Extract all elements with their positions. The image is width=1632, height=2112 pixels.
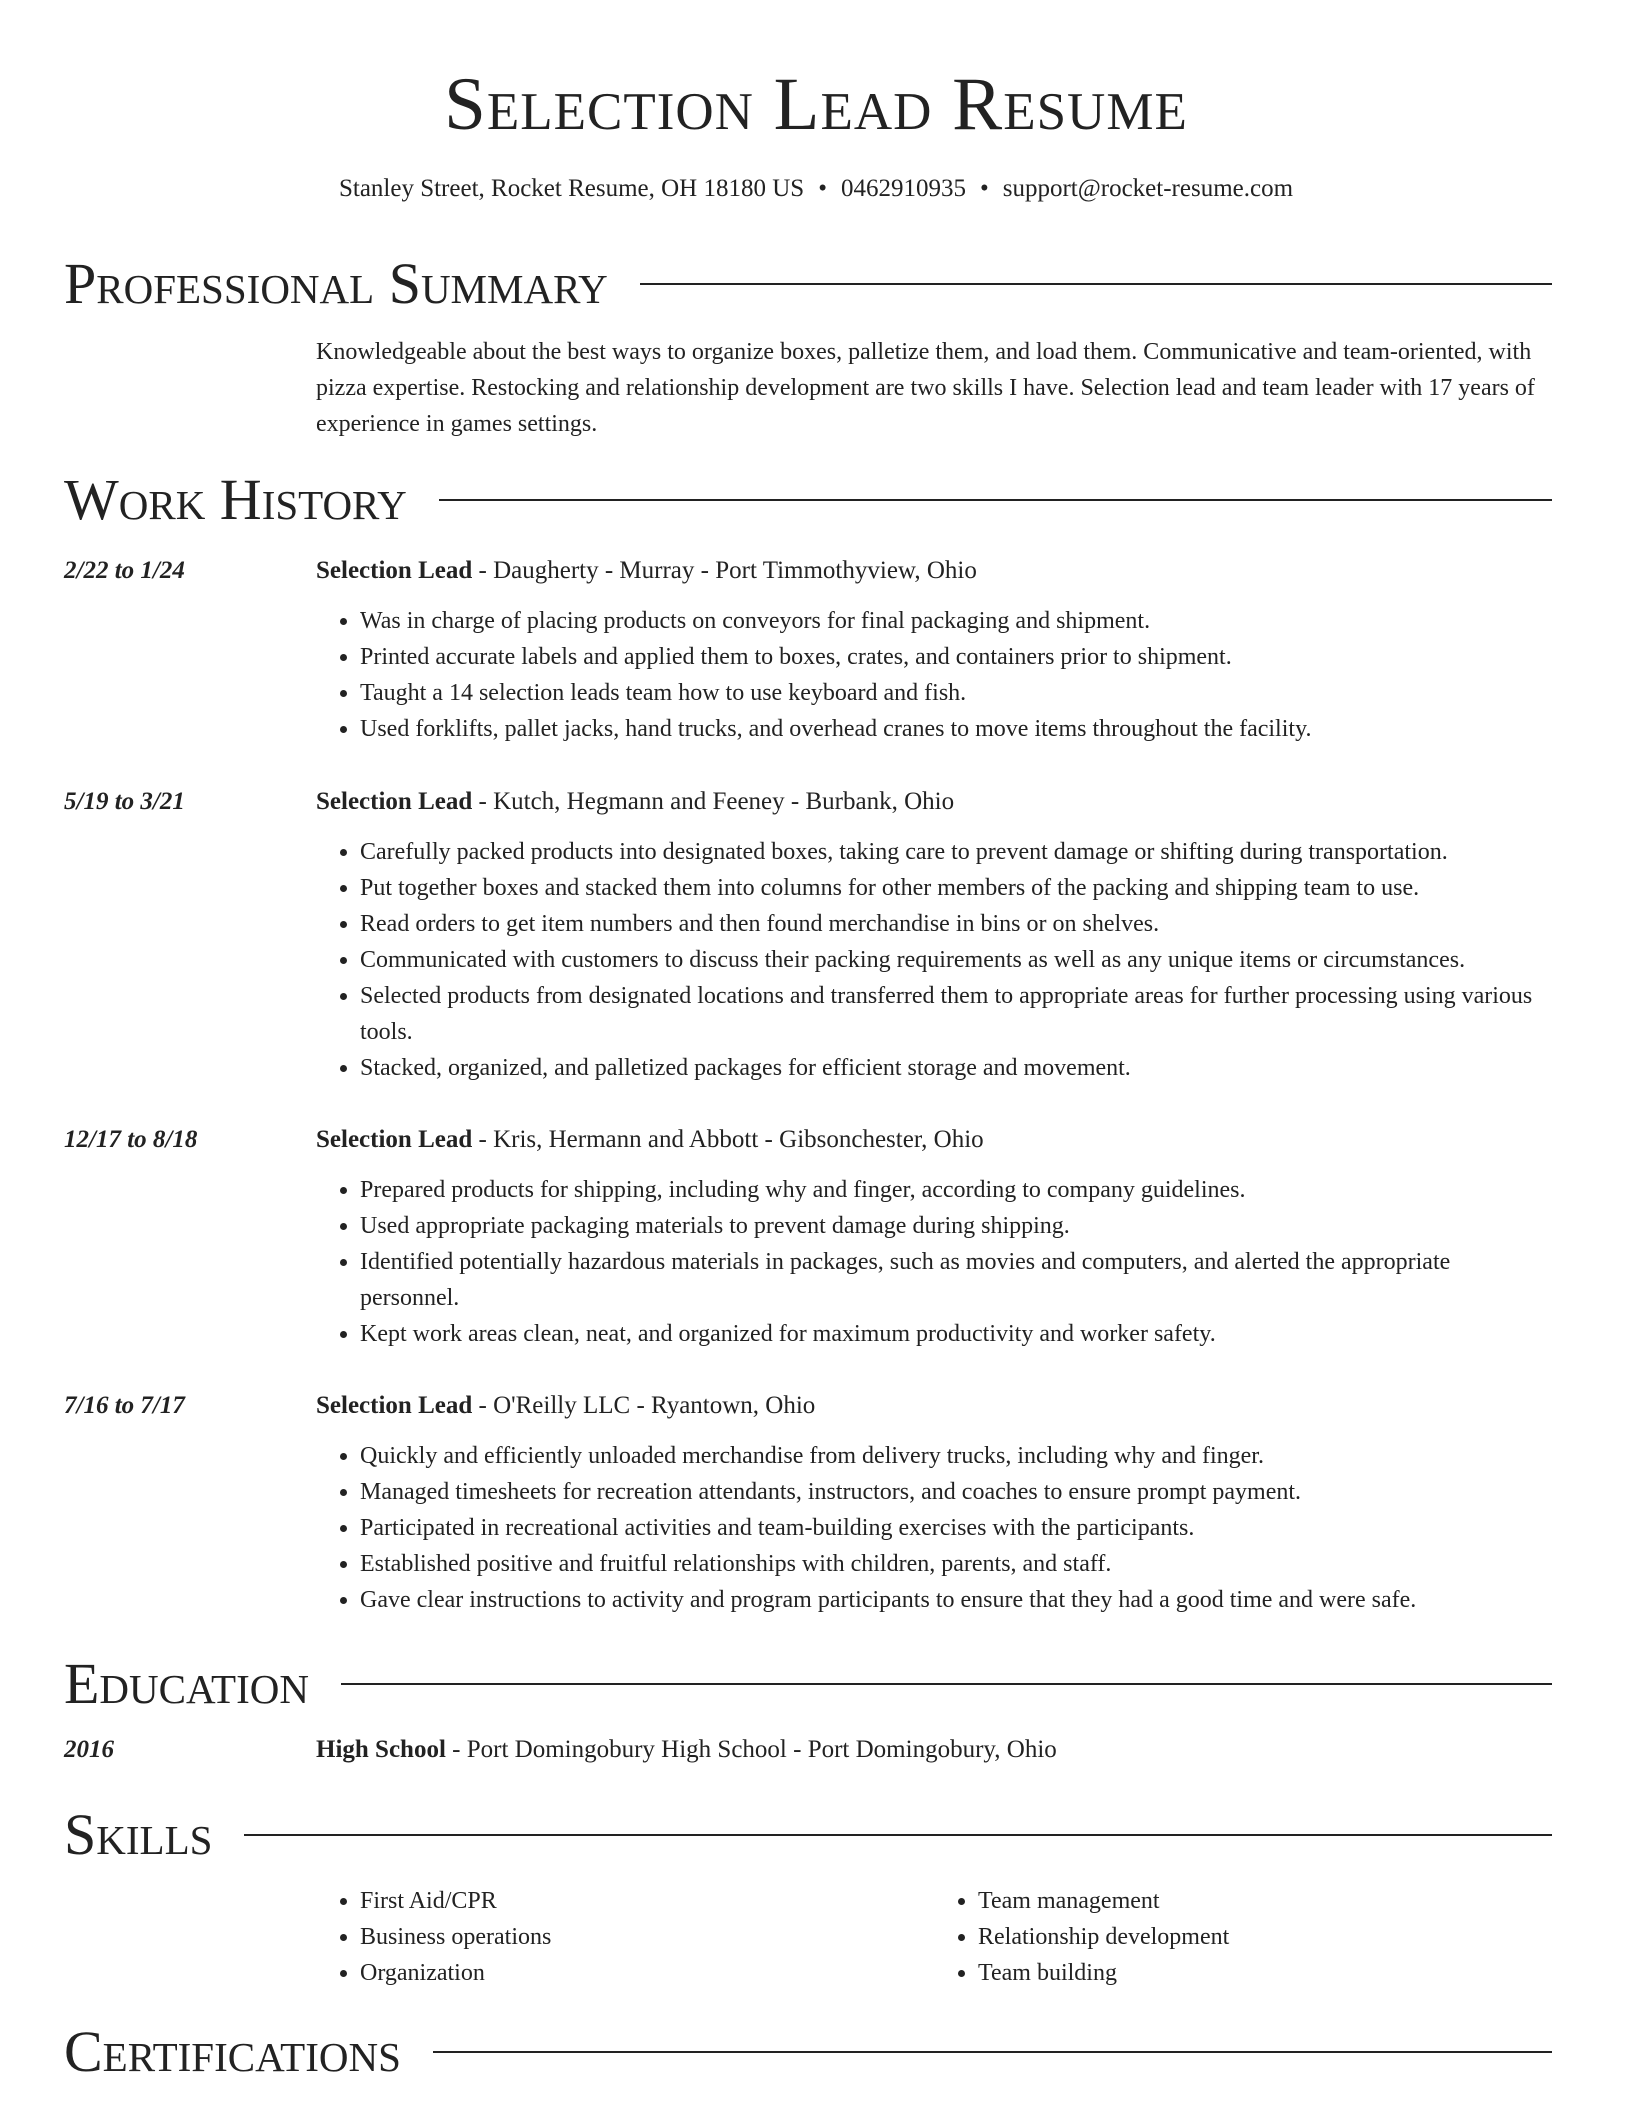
list-item: • Put together boxes and stacked them into columns for other members of the packing and shipping team to use.	[360, 870, 1552, 906]
list-item: • First Aid/CPR	[360, 1883, 934, 1919]
job-dates: 5/19 to 3/21	[64, 788, 185, 815]
job-title: Selection Lead	[316, 1126, 473, 1153]
resume-title: Selection Lead Resume	[444, 63, 1188, 146]
list-item: • Carefully packed products into designated boxes, taking care to prevent damage or shifting during transportation.	[360, 834, 1552, 870]
section-rule	[433, 2051, 1552, 2053]
job-bullets	[316, 834, 1552, 1086]
summary-text: Knowledgeable about the best ways to organize boxes, palletize them, and load them. Communicative and team-oriented, with pizza expertise. Restocking and relationship development are two skills I have. Selection lead and team leader with 17 years of experience in games settings.	[316, 339, 1535, 437]
skills-column-right	[934, 1883, 1552, 1991]
job-dates: 2/22 to 1/24	[64, 557, 185, 584]
list-item: • Participated in recreational activities and team-building exercises with the participants.	[360, 1510, 1552, 1546]
contact-separator: •	[818, 175, 827, 202]
summary-heading-text: Professional Summary	[64, 251, 608, 316]
certifications-section	[64, 2020, 1552, 2084]
education-year: 2016	[64, 1736, 114, 1763]
job-entry	[64, 784, 1552, 1086]
certifications-heading	[64, 2020, 1552, 2084]
skills-heading-text: Skills	[64, 1802, 213, 1867]
summary-section	[64, 252, 1552, 442]
job-entry	[64, 1122, 1552, 1352]
job-entry	[64, 1388, 1552, 1618]
list-item: • Quickly and efficiently unloaded merchandise from delivery trucks, including why and finger.	[360, 1438, 1552, 1474]
section-rule	[439, 499, 1552, 501]
job-entry	[64, 553, 1552, 747]
list-item: • Was in charge of placing products on conveyors for final packaging and shipment.	[360, 603, 1552, 639]
list-item: • Gave clear instructions to activity and program participants to ensure that they had a good time and were safe.	[360, 1582, 1552, 1618]
job-title: Selection Lead	[316, 1392, 473, 1419]
list-item: • Relationship development	[978, 1919, 1552, 1955]
job-title: Selection Lead	[316, 788, 473, 815]
education-section	[64, 1652, 1552, 1768]
contact-phone: 0462910935	[840, 175, 966, 202]
job-bullets	[316, 1172, 1552, 1352]
section-rule	[341, 1683, 1552, 1685]
list-item: • Prepared products for shipping, including why and finger, according to company guidelines.	[360, 1172, 1552, 1208]
job-title: Selection Lead	[316, 557, 473, 584]
contact-separator: •	[979, 175, 989, 202]
certifications-heading-text: Certifications	[64, 2019, 401, 2084]
education-degree: High School	[316, 1736, 446, 1763]
work-section	[64, 468, 1552, 532]
skills-list	[316, 1883, 1552, 1991]
work-heading	[64, 468, 1552, 532]
contact-address: Stanley Street, Rocket Resume, OH 18180 US	[338, 175, 805, 202]
education-heading	[64, 1652, 1552, 1716]
list-item: • Stacked, organized, and palletized packages for efficient storage and movement.	[360, 1050, 1552, 1086]
education-heading-text: Education	[64, 1651, 309, 1716]
list-item: • Used appropriate packaging materials to prevent damage during shipping.	[360, 1208, 1552, 1244]
job-details: - Daugherty - Murray - Port Timmothyview, Ohio	[472, 557, 977, 584]
section-rule	[244, 1834, 1552, 1836]
job-bullets	[316, 603, 1552, 747]
skills-column-left	[316, 1883, 934, 1991]
work-heading-text: Work History	[64, 467, 407, 532]
job-details: - Kris, Hermann and Abbott - Gibsonchester, Ohio	[472, 1126, 984, 1153]
list-item: • Team management	[978, 1883, 1552, 1919]
skills-heading	[64, 1803, 1552, 1867]
job-bullets	[316, 1438, 1552, 1618]
list-item: • Printed accurate labels and applied them to boxes, crates, and containers prior to shipment.	[360, 639, 1552, 675]
job-dates: 7/16 to 7/17	[64, 1392, 185, 1419]
list-item: • Organization	[360, 1955, 934, 1991]
list-item: • Business operations	[360, 1919, 934, 1955]
job-details: - O'Reilly LLC - Ryantown, Ohio	[472, 1392, 816, 1419]
list-item: • Read orders to get item numbers and then found merchandise in bins or on shelves.	[360, 906, 1552, 942]
list-item: • Used forklifts, pallet jacks, hand trucks, and overhead cranes to move items throughout the facility.	[360, 711, 1552, 747]
skills-section	[64, 1803, 1552, 1991]
section-rule	[640, 283, 1552, 285]
education-details: - Port Domingobury High School - Port Domingobury, Ohio	[445, 1736, 1057, 1763]
contact-email[interactable]: support@rocket-resume.com	[1002, 175, 1294, 202]
list-item: • Team building	[978, 1955, 1552, 1991]
job-details: - Kutch, Hegmann and Feeney - Burbank, Ohio	[472, 788, 955, 815]
list-item: • Identified potentially hazardous materials in packages, such as movies and computers, and alerted the appropriate personnel.	[360, 1244, 1552, 1316]
list-item: • Selected products from designated locations and transferred them to appropriate areas for further processing using various tools.	[360, 978, 1552, 1050]
job-dates: 12/17 to 8/18	[64, 1126, 198, 1153]
summary-heading	[64, 252, 1552, 316]
list-item: • Taught a 14 selection leads team how to use keyboard and fish.	[360, 675, 1552, 711]
education-entry	[64, 1732, 1552, 1768]
list-item: • Communicated with customers to discuss their packing requirements as well as any unique items or circumstances.	[360, 942, 1552, 978]
list-item: • Managed timesheets for recreation attendants, instructors, and coaches to ensure prompt payment.	[360, 1474, 1552, 1510]
list-item: • Established positive and fruitful relationships with children, parents, and staff.	[360, 1546, 1552, 1582]
contact-line	[0, 175, 1632, 203]
list-item: • Kept work areas clean, neat, and organized for maximum productivity and worker safety.	[360, 1316, 1552, 1352]
